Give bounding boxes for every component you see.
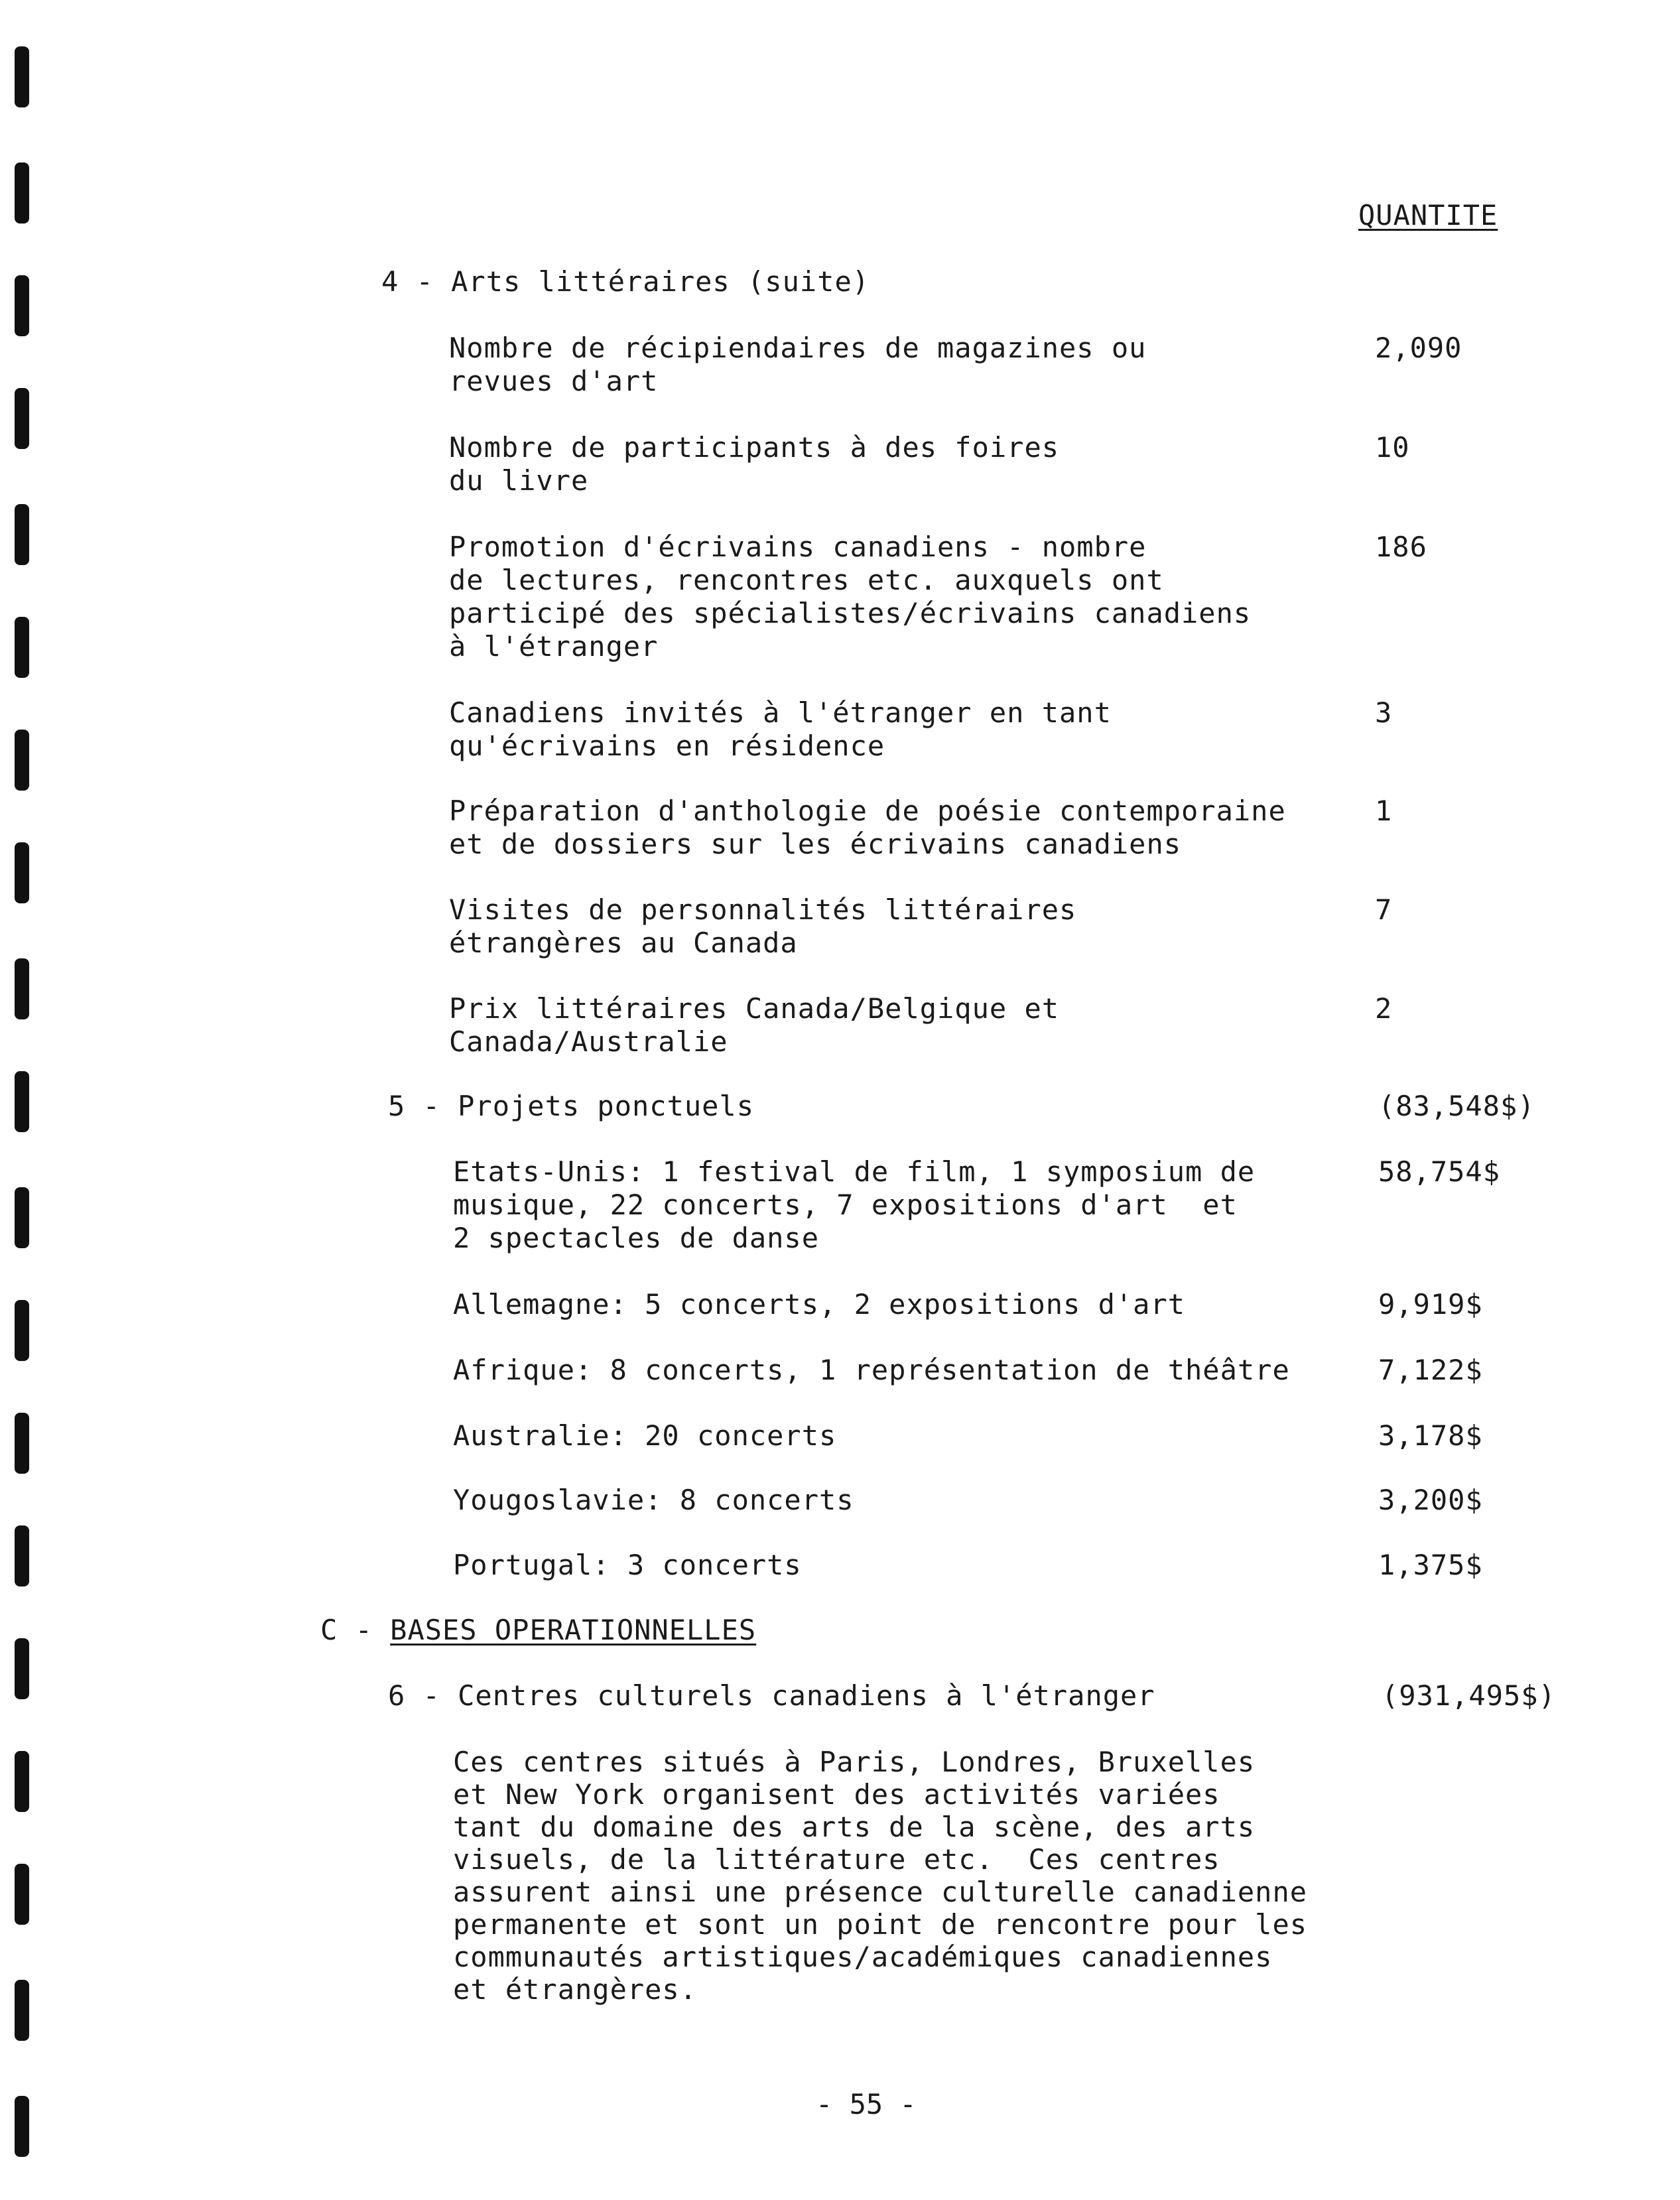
paragraph-line: communautés artistiques/académiques canadiennes xyxy=(453,1941,1273,1973)
binder-hole-mark xyxy=(15,1187,29,1248)
item-line: Préparation d'anthologie de poésie contemporaine xyxy=(449,795,1286,827)
item-line: Nombre de participants à des foires xyxy=(449,431,1060,464)
paragraph-line: visuels, de la littérature etc. Ces centres xyxy=(453,1843,1220,1876)
section-c-title: BASES OPERATIONNELLES xyxy=(390,1614,757,1646)
section-5-total: (83,548$) xyxy=(1378,1090,1535,1122)
section-5-title: 5 - Projets ponctuels xyxy=(388,1090,755,1122)
quantity-column-header: QUANTITE xyxy=(1358,199,1498,231)
paragraph-line: tant du domaine des arts de la scène, des arts xyxy=(453,1811,1256,1843)
item-line: de lectures, rencontres etc. auxquels ont xyxy=(449,564,1164,596)
item-line: revues d'art xyxy=(449,365,659,397)
item-quantity: 1,375$ xyxy=(1378,1549,1483,1581)
item-quantity: 3,200$ xyxy=(1378,1484,1483,1516)
binder-hole-mark xyxy=(15,1300,29,1361)
item-quantity: 10 xyxy=(1375,431,1410,464)
paragraph-line: et étrangères. xyxy=(453,1973,698,2006)
item-line: Allemagne: 5 concerts, 2 expositions d'art xyxy=(453,1288,1186,1321)
binder-hole-mark xyxy=(15,504,29,565)
paragraph-line: permanente et sont un point de rencontre pour les xyxy=(453,1908,1308,1941)
item-quantity: 2,090 xyxy=(1375,332,1462,364)
page-number: - 55 - xyxy=(816,2088,917,2120)
section-c-prefix: C - xyxy=(320,1614,391,1646)
item-quantity: 2 xyxy=(1375,992,1393,1025)
section-6-total: (931,495$) xyxy=(1382,1679,1556,1712)
binder-hole-mark xyxy=(15,1980,29,2041)
item-line: Afrique: 8 concerts, 1 représentation de théâtre xyxy=(453,1354,1290,1386)
item-line: Yougoslavie: 8 concerts xyxy=(453,1484,854,1516)
item-quantity: 1 xyxy=(1375,795,1393,827)
item-line: Canada/Australie xyxy=(449,1025,728,1058)
item-line: Canadiens invités à l'étranger en tant xyxy=(449,696,1112,729)
binder-hole-mark xyxy=(15,958,29,1019)
binder-hole-mark xyxy=(15,1413,29,1474)
section-c-heading xyxy=(320,1614,756,1647)
binder-hole-mark xyxy=(15,275,29,336)
item-quantity: 58,754$ xyxy=(1378,1155,1501,1188)
item-line: Etats-Unis: 1 festival de film, 1 symposium de xyxy=(453,1155,1256,1188)
item-line: musique, 22 concerts, 7 expositions d'art et xyxy=(453,1189,1238,1221)
section-4-title: 4 - Arts littéraires (suite) xyxy=(381,265,870,298)
binder-hole-mark xyxy=(15,1864,29,1925)
binder-hole-mark xyxy=(15,388,29,449)
paragraph-line: assurent ainsi une présence culturelle canadienne xyxy=(453,1876,1308,1908)
item-quantity: 9,919$ xyxy=(1378,1288,1483,1321)
item-line: à l'étranger xyxy=(449,630,659,663)
item-line: Australie: 20 concerts xyxy=(453,1419,837,1452)
paragraph-line: Ces centres situés à Paris, Londres, Bruxelles xyxy=(453,1746,1256,1778)
binder-hole-mark xyxy=(15,1071,29,1132)
item-line: Nombre de récipiendaires de magazines ou xyxy=(449,332,1147,364)
section-6-title: 6 - Centres culturels canadiens à l'étranger xyxy=(388,1679,1155,1712)
item-quantity: 3,178$ xyxy=(1378,1419,1483,1452)
item-line: Prix littéraires Canada/Belgique et xyxy=(449,992,1060,1025)
binder-hole-mark xyxy=(15,1638,29,1699)
binder-hole-mark xyxy=(15,1751,29,1812)
item-line: 2 spectacles de danse xyxy=(453,1222,820,1254)
item-quantity: 186 xyxy=(1375,531,1427,563)
item-line: Visites de personnalités littéraires xyxy=(449,893,1077,926)
item-quantity: 3 xyxy=(1375,696,1393,729)
binder-hole-mark xyxy=(15,730,29,791)
item-line: Portugal: 3 concerts xyxy=(453,1549,802,1581)
item-line: participé des spécialistes/écrivains canadiens xyxy=(449,597,1252,629)
item-quantity: 7 xyxy=(1375,893,1393,926)
item-line: et de dossiers sur les écrivains canadiens xyxy=(449,828,1182,860)
binder-hole-mark xyxy=(15,842,29,903)
item-line: du livre xyxy=(449,464,589,497)
binder-hole-mark xyxy=(15,2096,29,2157)
item-line: qu'écrivains en résidence xyxy=(449,730,885,762)
binder-hole-mark xyxy=(15,617,29,678)
item-quantity: 7,122$ xyxy=(1378,1354,1483,1386)
binder-hole-mark xyxy=(15,162,29,224)
item-line: étrangères au Canada xyxy=(449,927,798,959)
binder-hole-mark xyxy=(15,1525,29,1586)
item-line: Promotion d'écrivains canadiens - nombre xyxy=(449,531,1147,563)
binder-hole-mark xyxy=(15,46,29,107)
paragraph-line: et New York organisent des activités variées xyxy=(453,1778,1220,1811)
